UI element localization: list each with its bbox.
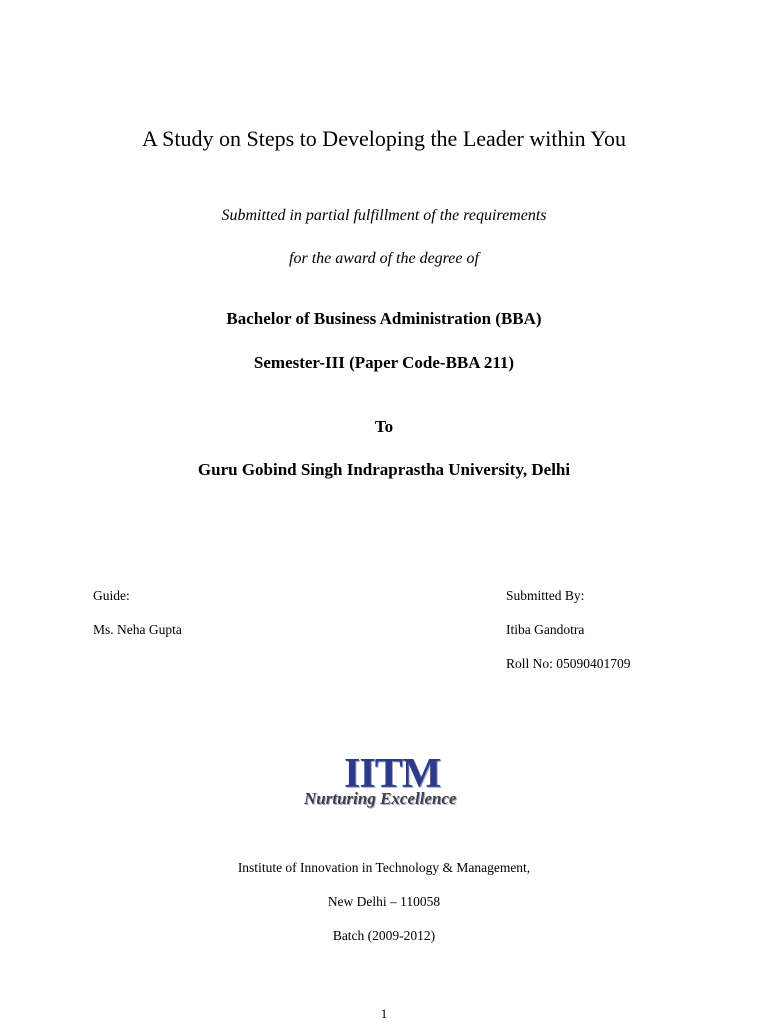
submission-line-1: Submitted in partial fulfillment of the requirements — [221, 207, 547, 224]
to-label: To — [374, 417, 394, 436]
semester-info: Semester-III (Paper Code-BBA 211) — [253, 353, 515, 372]
degree-name: Bachelor of Business Administration (BBA) — [226, 309, 542, 328]
logo-tagline: Nurturing Excellence — [304, 789, 457, 808]
submitted-by-label: Submitted By: — [506, 588, 585, 603]
guide-label: Guide: — [93, 588, 130, 603]
document-title: A Study on Steps to Developing the Leader within You — [142, 126, 626, 151]
batch-years: Batch (2009-2012) — [332, 928, 436, 943]
submission-line-2: for the award of the degree of — [289, 250, 479, 267]
student-name: Itiba Gandotra — [506, 622, 585, 637]
page-number: 1 — [380, 1006, 388, 1021]
institute-name: Institute of Innovation in Technology & Management, — [237, 860, 531, 875]
logo-wordmark: IITM — [344, 751, 441, 797]
university-name: Guru Gobind Singh Indraprastha University, Delhi — [197, 460, 571, 479]
roll-number: Roll No: 05090401709 — [506, 656, 631, 671]
guide-name: Ms. Neha Gupta — [93, 622, 182, 637]
iitm-logo — [300, 752, 470, 814]
institute-city: New Delhi – 110058 — [327, 894, 441, 909]
